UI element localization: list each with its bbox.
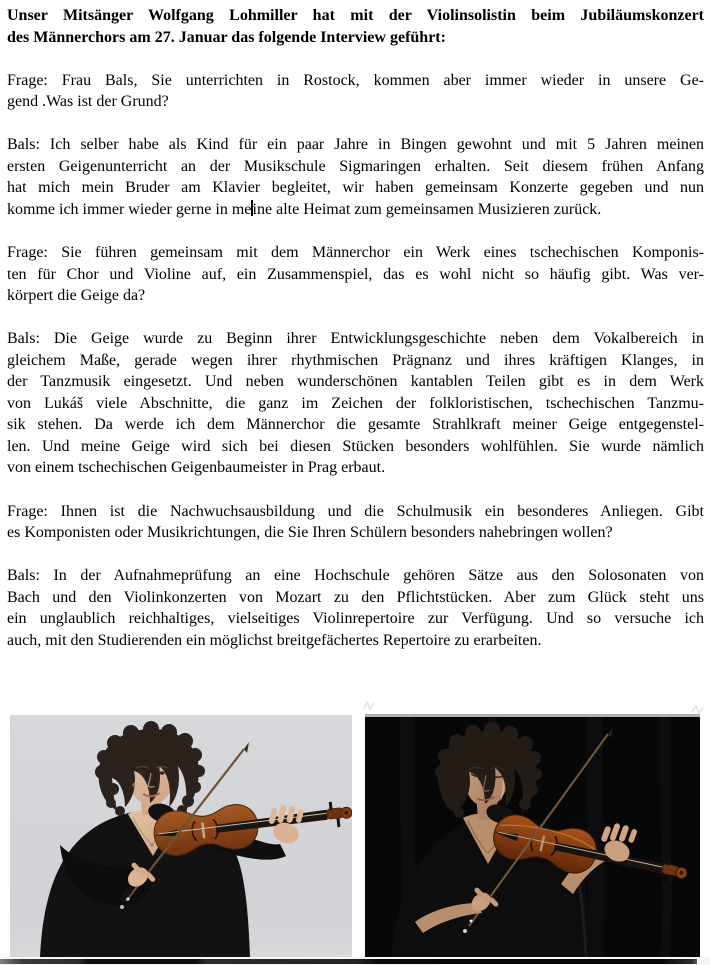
violinist-dark-illustration bbox=[365, 714, 700, 957]
interview-intro bbox=[7, 5, 704, 48]
answer-2-line-6: len. Und meine Geige wird sich bei diesen Stücken besonders wohlfühlen. Sie wurde nämlich bbox=[7, 437, 704, 455]
answer-3 bbox=[7, 565, 704, 651]
document-body[interactable] bbox=[7, 5, 704, 673]
answer-1-line-1: Bals: Ich selber habe als Kind für ein paar Jahre in Bingen gewohnt und mit 5 Jahren meinen bbox=[7, 136, 704, 154]
question-3-line-2: es Komponisten oder Musikrichtungen, die Sie Ihren Schülern besonders nahebringen wollen? bbox=[7, 524, 613, 542]
answer-1-line-2: ersten Geigenunterricht an der Musikschule Sigmaringen erhalten. Seit diesem frühen Anfang bbox=[7, 157, 704, 175]
answer-3-line-4: auch, mit den Studierenden ein möglichst breitgefächertes Repertoire zu erarbeiten. bbox=[7, 631, 542, 649]
answer-2-line-1: Bals: Die Geige wurde zu Beginn ihrer Entwicklungsgeschichte neben dem Vokalbereich in bbox=[7, 330, 704, 348]
interview-intro-line-2: des Männerchors am 27. Januar das folgende Interview geführt: bbox=[7, 28, 446, 46]
question-2 bbox=[7, 242, 704, 307]
answer-1 bbox=[7, 134, 704, 220]
answer-2-line-2: gleichem Maße, gerade wegen ihrer rhythmischen Prägnanz und ihres kräftigen Klanges, in bbox=[7, 351, 704, 369]
photo-violinist-light[interactable] bbox=[10, 715, 352, 957]
answer-3-line-2: Bach und den Violinkonzerten von Mozart zu den Pflichtstücken. Aber zum Glück steht uns bbox=[7, 588, 704, 606]
question-2-line-1: Frage: Sie führen gemeinsam mit dem Männerchor ein Werk eines tschechischen Komponis- bbox=[7, 244, 704, 262]
answer-3-line-1: Bals: In der Aufnahmeprüfung an eine Hochschule gehören Sätze aus den Solosonaten von bbox=[7, 567, 704, 585]
answer-2-line-3: der Tanzmusik eingesetzt. Und neben wunderschönen kantablen Teilen gibt es in dem Werk bbox=[7, 373, 704, 391]
answer-1-line-3: hat mich mein Bruder am Klavier begleitet, wir haben gemeinsam Konzerte gegeben und nun bbox=[7, 179, 704, 197]
question-2-line-2: ten für Chor und Violine auf, ein Zusammenspiel, das es wohl nicht so häufig gibt. Was ver- bbox=[7, 265, 704, 283]
answer-2-line-4: von Lukáš viele Abschnitte, die ganz im Zeichen der folkloristischen, tschechischen Tanzmu- bbox=[7, 394, 704, 412]
question-3-line-1: Frage: Ihnen ist die Nachwuchsausbildung und die Schulmusik ein besonderes Anliegen. Gibt bbox=[7, 502, 704, 520]
question-3 bbox=[7, 501, 704, 544]
answer-2-line-7: von einem tschechischen Geigenbaumeister in Prag erbaut. bbox=[7, 459, 386, 477]
answer-2-line-5: sik stehen. Da werde ich dem Männerchor die gesamte Strahlkraft meiner Geige entgegenstel- bbox=[7, 416, 704, 434]
photo-violinist-dark[interactable] bbox=[365, 714, 700, 957]
question-2-line-3: körpert die Geige da? bbox=[7, 287, 146, 305]
question-1-line-2: gend .Was ist der Grund? bbox=[7, 93, 169, 111]
question-1 bbox=[7, 70, 704, 113]
artifact-mark bbox=[363, 700, 376, 711]
interview-intro-line-1: Unser Mitsänger Wolfgang Lohmiller hat mit der Violinsolistin beim Jubiläumskonzert bbox=[7, 7, 704, 24]
taskbar-edge[interactable] bbox=[0, 959, 697, 964]
bottom-strip bbox=[0, 957, 710, 965]
answer-1-line-4: komme ich immer wieder gerne in meine alte Heimat zum gemeinsamen Musizieren zurück. bbox=[7, 200, 602, 218]
answer-2 bbox=[7, 328, 704, 479]
artifact-mark bbox=[691, 704, 704, 715]
answer-3-line-3: ein unglaublich reichhaltiges, vielseitiges Violinrepertoire zur Verfügung. Und so versuche ich bbox=[7, 610, 704, 628]
violinist-light-illustration bbox=[10, 715, 352, 957]
question-1-line-1: Frage: Frau Bals, Sie unterrichten in Rostock, kommen aber immer wieder in unsere Ge- bbox=[7, 71, 704, 89]
